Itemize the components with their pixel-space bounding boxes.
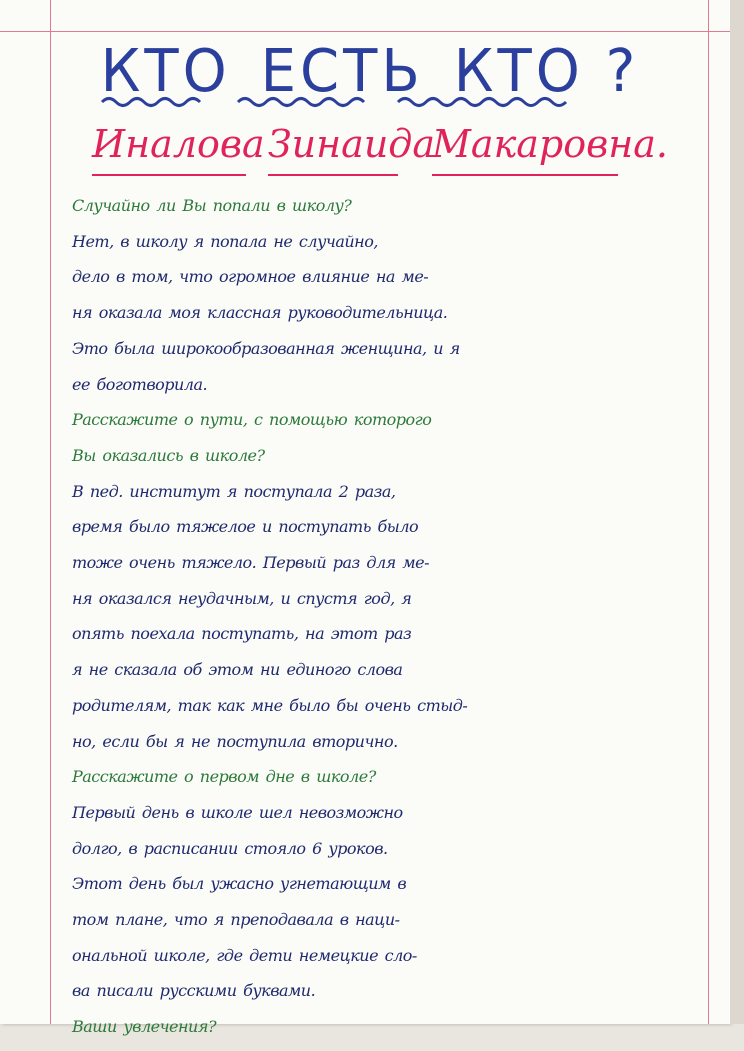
answer-line: тоже очень тяжело. Первый раз для ме- xyxy=(72,553,429,572)
answer-line: долго, в расписании стояло 6 уроков. xyxy=(72,838,388,858)
question-line: Вы оказались в школе? xyxy=(72,445,265,465)
question-line: Расскажите о пути, с помощью которого xyxy=(72,410,432,430)
title-wavy-underline xyxy=(100,94,208,110)
answer-line: Это была широкообразованная женщина, и я xyxy=(72,338,460,358)
answer-line: родителям, так как мне было бы очень стыд- xyxy=(72,695,468,715)
page-edge xyxy=(730,0,744,1024)
right-margin-line xyxy=(708,0,709,1024)
title-wavy-underline xyxy=(236,94,366,110)
answer-line: время было тяжелое и поступать было xyxy=(72,517,419,537)
name-surname: Иналова xyxy=(92,122,265,166)
answer-line: В пед. институт я поступала 2 раза, xyxy=(72,481,396,501)
name-underline xyxy=(268,174,398,176)
answer-line: том плане, что я преподавала в наци- xyxy=(72,910,400,929)
question-line: Расскажите о первом дне в школе? xyxy=(72,767,376,787)
title-word: КТО ? xyxy=(453,36,640,106)
question-line: Ваши увлечения? xyxy=(72,1017,217,1037)
left-margin-line xyxy=(50,0,51,1024)
answer-line: ня оказала моя классная руководительница. xyxy=(72,303,448,323)
answer-line: опять поехала поступать, на этот раз xyxy=(72,624,412,644)
answer-line: Нет, в школу я попала не случайно, xyxy=(72,231,378,251)
answer-line: Первый день в школе шел невозможно xyxy=(72,802,403,822)
answer-line: ня оказался неудачным, и спустя год, я xyxy=(72,588,412,608)
name-underline xyxy=(92,174,246,176)
answer-line: дело в том, что огромное влияние на ме- xyxy=(72,267,429,287)
name-underline xyxy=(432,174,618,176)
answer-line: ва писали русскими буквами. xyxy=(72,981,316,1001)
title-word: КТО xyxy=(100,36,231,106)
answer-line: ональной школе, где дети немецкие сло- xyxy=(72,945,417,965)
answer-line: ее боготворила. xyxy=(72,374,208,394)
title-word: ЕСТЬ xyxy=(260,36,424,106)
answer-line: но, если бы я не поступила вторично. xyxy=(72,731,398,751)
answer-line: я не сказала об этом ни единого слова xyxy=(72,660,403,680)
title-wavy-underline xyxy=(396,94,576,110)
answer-line: Этот день был ужасно угнетающим в xyxy=(72,874,407,894)
name-patronymic: Макаровна. xyxy=(432,122,668,166)
name-first: Зинаида xyxy=(268,122,436,166)
top-margin-line xyxy=(0,31,730,32)
question-line: Случайно ли Вы попали в школу? xyxy=(72,196,352,215)
